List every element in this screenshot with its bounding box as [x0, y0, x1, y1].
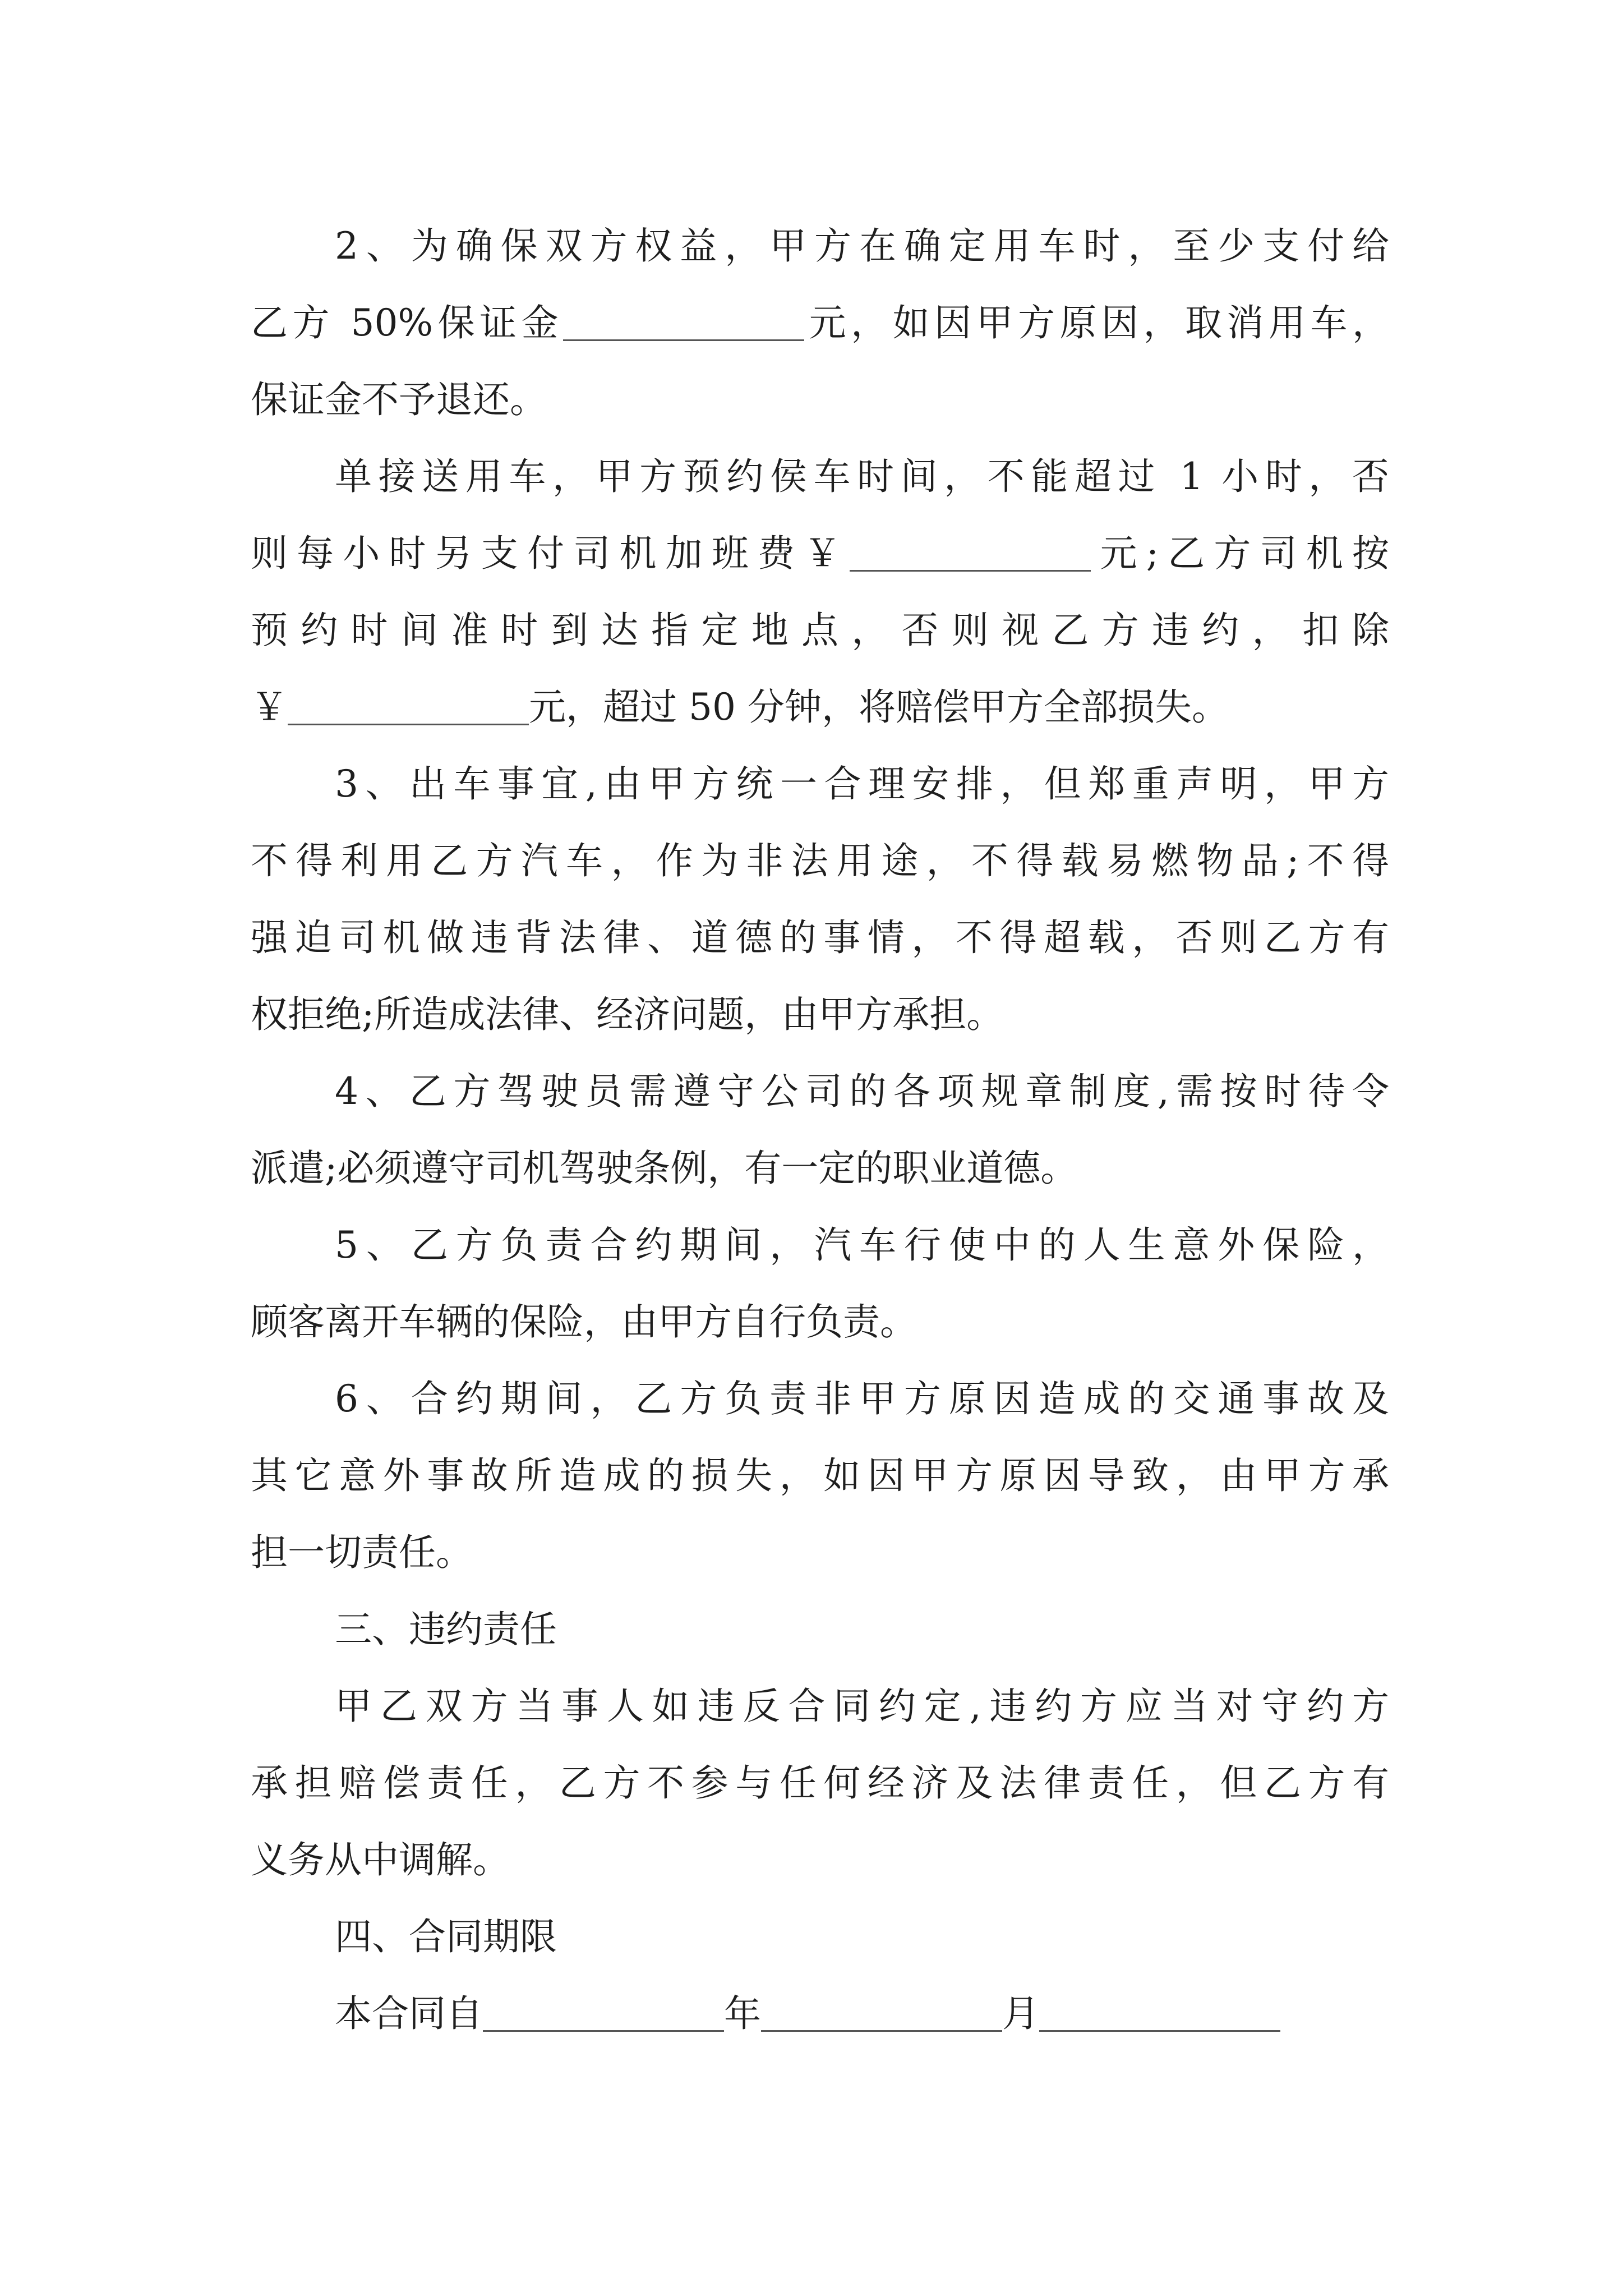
- text-segment: 2、为确保双方权益，甲方在确定用车时，至少支付给: [335, 224, 1389, 268]
- text-segment: 担一切责任。: [251, 1531, 473, 1574]
- text-segment: 年: [724, 1992, 761, 2035]
- fill-in-blank[interactable]: [761, 1996, 1002, 2032]
- text-segment: 派遣;必须遵守司机驾驶条例，有一定的职业道德。: [251, 1147, 1078, 1190]
- text-line: [251, 361, 1389, 438]
- text-segment: 甲乙双方当事人如违反合同约定,违约方应当对守约方: [335, 1685, 1389, 1728]
- text-segment: 3、出车事宜,由甲方统一合理安排，但郑重声明，甲方: [335, 762, 1389, 806]
- text-segment: 强迫司机做违背法律、道德的事情，不得超载，否则乙方有: [251, 916, 1389, 959]
- text-line: [251, 976, 1389, 1053]
- paragraph-p10: [251, 1975, 1389, 2052]
- text-line: [251, 438, 1389, 515]
- text-line: [251, 1821, 1389, 1898]
- text-segment: 月: [1002, 1992, 1039, 2035]
- text-line: [251, 1437, 1389, 1514]
- text-segment: 三、违约责任: [335, 1608, 557, 1651]
- text-line: [251, 592, 1389, 669]
- text-segment: 元，如因甲方原因，取消用车，: [804, 301, 1389, 344]
- text-segment: 四、合同期限: [335, 1915, 557, 1958]
- text-segment: 顾客离开车辆的保险，由甲方自行负责。: [251, 1300, 917, 1343]
- text-line: [251, 515, 1389, 592]
- text-segment: 预约时间准时到达指定地点，否则视乙方违约，扣除: [251, 609, 1389, 652]
- document-page: [251, 208, 1389, 2052]
- fill-in-blank[interactable]: [563, 306, 804, 341]
- paragraph-p4: [251, 1053, 1389, 1207]
- paragraph-p5: [251, 1207, 1389, 1360]
- fill-in-blank[interactable]: [483, 1996, 724, 2032]
- text-segment: 6、合约期间，乙方负责非甲方原因造成的交通事故及: [335, 1377, 1389, 1420]
- text-line: [251, 1745, 1389, 1821]
- fill-in-blank[interactable]: [850, 536, 1091, 572]
- text-line: [251, 1591, 1389, 1668]
- text-segment: 则每小时另支付司机加班费￥: [251, 532, 850, 575]
- text-segment: 5、乙方负责合约期间，汽车行使中的人生意外保险，: [335, 1223, 1389, 1267]
- text-line: [251, 1514, 1389, 1591]
- text-line: [251, 1283, 1389, 1360]
- paragraph-p8: [251, 1668, 1389, 1898]
- paragraph-p3: [251, 746, 1389, 1053]
- text-segment: 元;乙方司机按: [1091, 532, 1389, 575]
- paragraph-p9: [251, 1898, 1389, 1975]
- text-line: [251, 1207, 1389, 1283]
- paragraph-p2: [251, 438, 1389, 746]
- text-line: [251, 208, 1389, 284]
- text-line: [251, 822, 1389, 899]
- text-line: [251, 1898, 1389, 1975]
- text-line: [251, 1360, 1389, 1437]
- text-segment: 保证金不予退还。: [251, 378, 547, 421]
- text-segment: 承担赔偿责任，乙方不参与任何经济及法律责任，但乙方有: [251, 1761, 1389, 1805]
- text-segment: 本合同自: [335, 1992, 483, 2035]
- text-line: [251, 669, 1389, 746]
- text-line: [251, 284, 1389, 361]
- text-line: [251, 1053, 1389, 1130]
- fill-in-blank[interactable]: [1039, 1996, 1280, 2032]
- text-segment: 权拒绝;所造成法律、经济问题，由甲方承担。: [251, 993, 1004, 1036]
- text-segment: ￥: [251, 685, 288, 729]
- text-line: [251, 746, 1389, 822]
- text-segment: 元，超过 50 分钟，将赔偿甲方全部损失。: [529, 685, 1229, 729]
- text-line: [251, 899, 1389, 976]
- text-line: [251, 1668, 1389, 1745]
- text-line: [251, 1130, 1389, 1207]
- text-segment: 不得利用乙方汽车，作为非法用途，不得载易燃物品;不得: [251, 839, 1389, 882]
- text-line: [251, 1975, 1389, 2052]
- fill-in-blank[interactable]: [288, 690, 529, 725]
- text-segment: 义务从中调解。: [251, 1838, 510, 1881]
- text-segment: 乙方 50%保证金: [251, 301, 564, 344]
- paragraph-p1: [251, 208, 1389, 438]
- text-segment: 4、乙方驾驶员需遵守公司的各项规章制度,需按时待令: [335, 1070, 1389, 1113]
- paragraph-p7: [251, 1591, 1389, 1668]
- text-segment: 单接送用车，甲方预约侯车时间，不能超过 1 小时，否: [335, 455, 1389, 498]
- text-segment: 其它意外事故所造成的损失，如因甲方原因导致，由甲方承: [251, 1454, 1389, 1497]
- paragraph-p6: [251, 1360, 1389, 1591]
